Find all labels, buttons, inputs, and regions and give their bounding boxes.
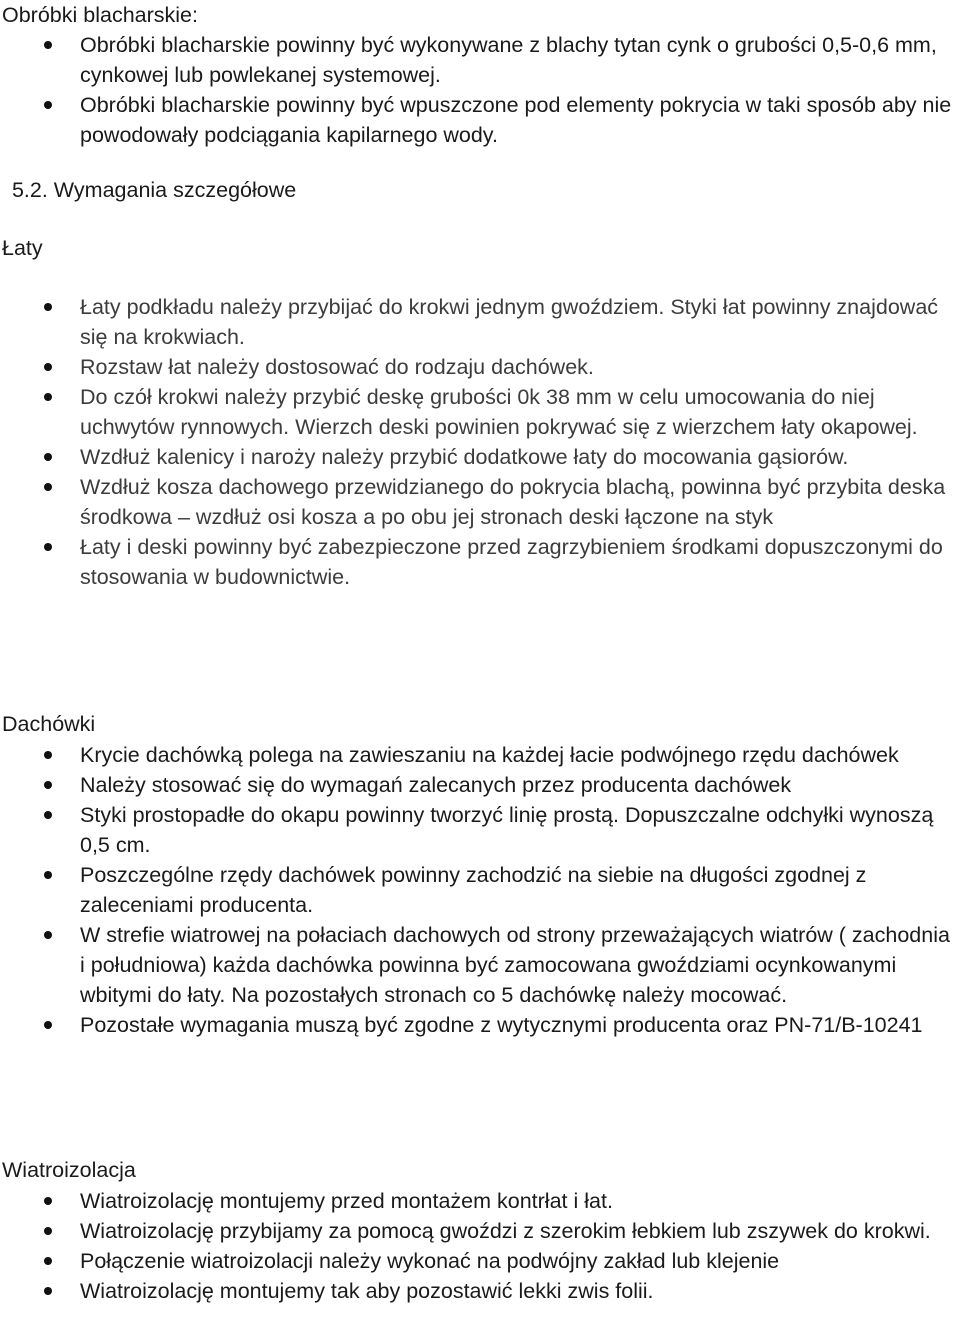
bullet-icon: [44, 1197, 52, 1205]
bullet-icon: [44, 781, 52, 789]
list-item: Poszczególne rzędy dachówek powinny zachodzić na siebie na długości zgodnej z zaleceniami producenta.: [0, 860, 960, 920]
list-item: Obróbki blacharskie powinny być wykonywane z blachy tytan cynk o grubości 0,5-0,6 mm, cynkowej lub powlekanej systemowej.: [0, 30, 960, 90]
list-item: Rozstaw łat należy dostosować do rodzaju dachówek.: [0, 352, 960, 382]
list-item: Pozostałe wymagania muszą być zgodne z wytycznymi producenta oraz PN-71/B-10241: [0, 1010, 960, 1040]
bullet-icon: [44, 101, 52, 109]
list-dachowki: [0, 740, 960, 1040]
bullet-icon: [44, 303, 52, 311]
bullet-icon: [44, 1287, 52, 1295]
list-item: Krycie dachówką polega na zawieszaniu na każdej łacie podwójnego rzędu dachówek: [0, 740, 960, 770]
list-item: Do czół krokwi należy przybić deskę grubości 0k 38 mm w celu umocowania do niej uchwytów rynnowych. Wierzch deski powinien pokrywać się z wierzchem łaty okapowej.: [0, 382, 960, 442]
bullet-icon: [44, 1257, 52, 1265]
bullet-icon: [44, 751, 52, 759]
list-item: Należy stosować się do wymagań zalecanych przez producenta dachówek: [0, 770, 960, 800]
bullet-icon: [44, 811, 52, 819]
list-laty: [0, 292, 960, 592]
list-item: Wzdłuż kalenicy i naroży należy przybić dodatkowe łaty do mocowania gąsiorów.: [0, 442, 960, 472]
list-item: Wiatroizolację przybijamy za pomocą gwoździ z szerokim łebkiem lub zszywek do krokwi.: [0, 1216, 960, 1246]
bullet-icon: [44, 1021, 52, 1029]
list-item: Wzdłuż kosza dachowego przewidzianego do pokrycia blachą, powinna być przybita deska środkowa – wzdłuż osi kosza a po obu jej stronach deski łączone na styk: [0, 472, 960, 532]
bullet-icon: [44, 543, 52, 551]
section-heading-wiatroizolacja: Wiatroizolacja: [2, 1158, 136, 1182]
list-item: Wiatroizolację montujemy przed montażem kontrłat i łat.: [0, 1186, 960, 1216]
list-item: Styki prostopadłe do okapu powinny tworzyć linię prostą. Dopuszczalne odchyłki wynoszą 0,5 cm.: [0, 800, 960, 860]
list-obrobki: [0, 30, 960, 150]
list-item: Obróbki blacharskie powinny być wpuszczone pod elementy pokrycia w taki sposób aby nie powodowały podciągania kapilarnego wody.: [0, 90, 960, 150]
list-item: Wiatroizolację montujemy tak aby pozostawić lekki zwis folii.: [0, 1276, 960, 1306]
section-heading-dachowki: Dachówki: [2, 712, 96, 736]
bullet-icon: [44, 363, 52, 371]
bullet-icon: [44, 871, 52, 879]
list-item: Połączenie wiatroizolacji należy wykonać na podwójny zakład lub klejenie: [0, 1246, 960, 1276]
list-item: Łaty i deski powinny być zabezpieczone przed zagrzybieniem środkami dopuszczonymi do stosowania w budownictwie.: [0, 532, 960, 592]
bullet-icon: [44, 1227, 52, 1235]
list-item: W strefie wiatrowej na połaciach dachowych od strony przeważających wiatrów ( zachodnia i południowa) każda dachówka powinna być zamocowana gwoździami ocynkowanymi wbitymi do łaty. Na pozostałych stronach co 5 dachówkę należy mocować.: [0, 920, 960, 1010]
section-heading-obrobki: Obróbki blacharskie:: [2, 3, 198, 27]
list-item: Łaty podkładu należy przybijać do krokwi jednym gwoździem. Styki łat powinny znajdować się na krokwiach.: [0, 292, 960, 352]
list-wiatroizolacja: [0, 1186, 960, 1306]
bullet-icon: [44, 931, 52, 939]
section-heading-wymagania: 5.2. Wymagania szczegółowe: [6, 178, 297, 202]
bullet-icon: [44, 453, 52, 461]
bullet-icon: [44, 41, 52, 49]
bullet-icon: [44, 393, 52, 401]
section-heading-laty: Łaty: [2, 236, 43, 260]
bullet-icon: [44, 483, 52, 491]
